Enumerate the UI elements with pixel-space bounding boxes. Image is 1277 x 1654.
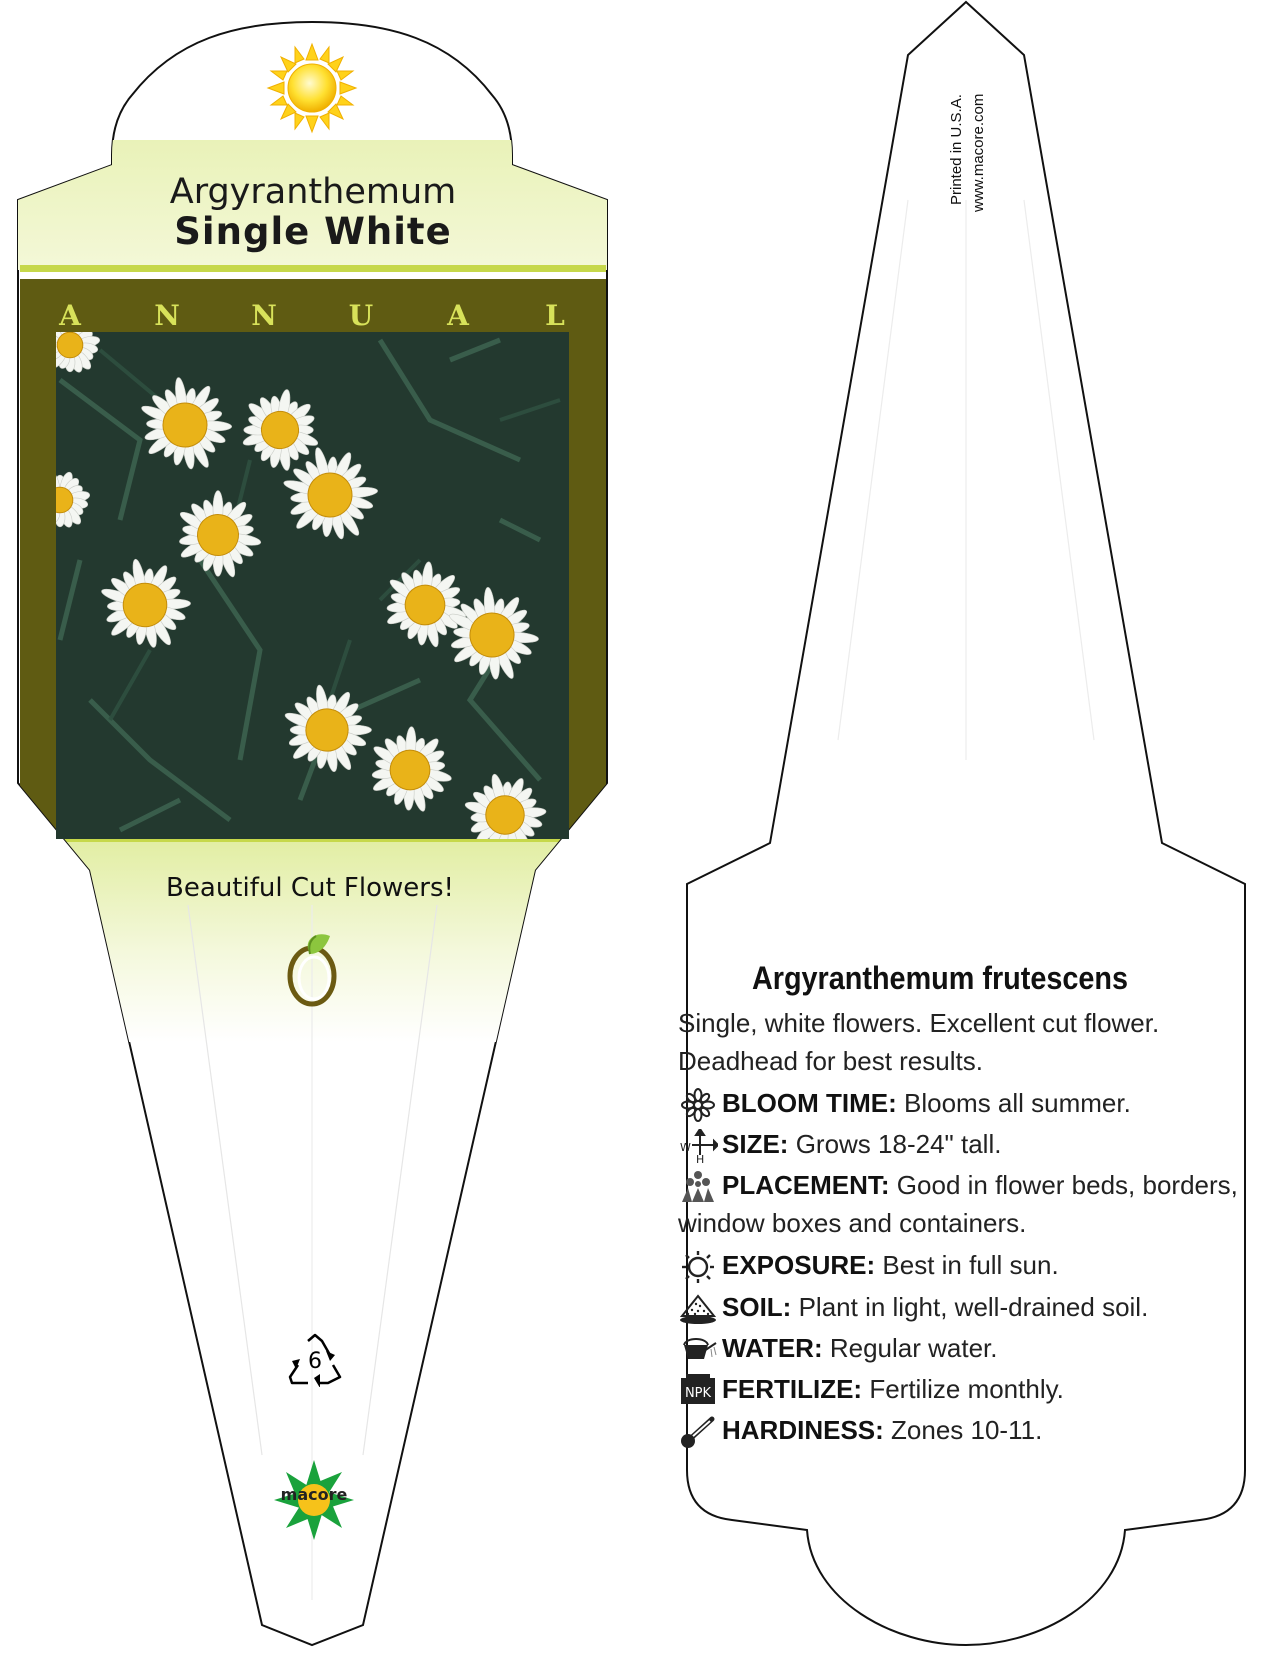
bloom-time-value: Blooms all summer.: [904, 1088, 1131, 1118]
category-letter: U: [348, 299, 374, 332]
water-label: WATER:: [722, 1333, 823, 1363]
water-value: Regular water.: [829, 1333, 998, 1363]
care-row-size: [678, 1125, 1238, 1163]
npk-text: NPK: [684, 1386, 712, 1402]
category-letter: N: [154, 299, 180, 332]
exposure-value: Best in full sun.: [882, 1250, 1059, 1280]
recycle-number: 6: [308, 1349, 322, 1374]
size-icon: [678, 1129, 718, 1163]
care-row-bloom-time: [678, 1084, 1238, 1122]
hardiness-value: Zones 10-11.: [891, 1415, 1043, 1445]
sun-icon: [268, 44, 356, 132]
fertilize-label: FERTILIZE:: [722, 1374, 863, 1404]
category-letter: A: [447, 299, 469, 332]
size-w-letter: W: [680, 1141, 691, 1155]
care-row-fertilize: [678, 1370, 1238, 1408]
sun-outline-icon: [678, 1250, 718, 1284]
category-letter: L: [545, 299, 565, 332]
care-row-exposure: [678, 1246, 1238, 1284]
sprout-logo-icon: [280, 930, 350, 1010]
printed-in-usa: Printed in U.S.A.: [948, 94, 965, 205]
fertilize-value: Fertilize monthly.: [869, 1374, 1064, 1404]
website: www.macore.com: [970, 93, 987, 212]
thermometer-icon: [678, 1415, 718, 1449]
watering-can-icon: [678, 1333, 718, 1367]
flower-icon: [678, 1088, 718, 1122]
plant-name-line1: Argyranthemum: [169, 172, 457, 212]
plant-name-line2: Single White: [174, 210, 452, 253]
size-value: Grows 18-24" tall.: [795, 1129, 1002, 1159]
category-annual: [55, 299, 570, 332]
exposure-label: EXPOSURE:: [722, 1250, 876, 1280]
placement-label: PLACEMENT:: [722, 1170, 890, 1200]
soil-label: SOIL:: [722, 1292, 792, 1322]
category-letter: A: [59, 299, 81, 332]
tagline: Beautiful Cut Flowers!: [166, 873, 454, 903]
npk-icon: [678, 1374, 718, 1408]
size-h-letter: H: [696, 1153, 705, 1164]
placement-icon: [678, 1170, 718, 1204]
soil-value: Plant in light, well-drained soil.: [798, 1292, 1149, 1322]
brand-name: macore: [280, 1485, 348, 1504]
care-row-hardiness: [678, 1411, 1238, 1449]
care-row-placement: [678, 1166, 1238, 1242]
soil-icon: [678, 1292, 718, 1326]
species-name: Argyranthemum frutescens: [751, 960, 1129, 996]
placement-value: Good in flower beds, borders, window boxes and containers.: [678, 1170, 1238, 1239]
care-row-water: [678, 1329, 1238, 1367]
description: Single, white flowers. Excellent cut flower. Deadhead for best results.: [678, 1008, 1160, 1076]
size-label: SIZE:: [722, 1129, 789, 1159]
care-row-soil: [678, 1288, 1238, 1326]
category-letter: N: [251, 299, 277, 332]
bloom-time-label: BLOOM TIME:: [722, 1088, 897, 1118]
hardiness-label: HARDINESS:: [722, 1415, 884, 1445]
